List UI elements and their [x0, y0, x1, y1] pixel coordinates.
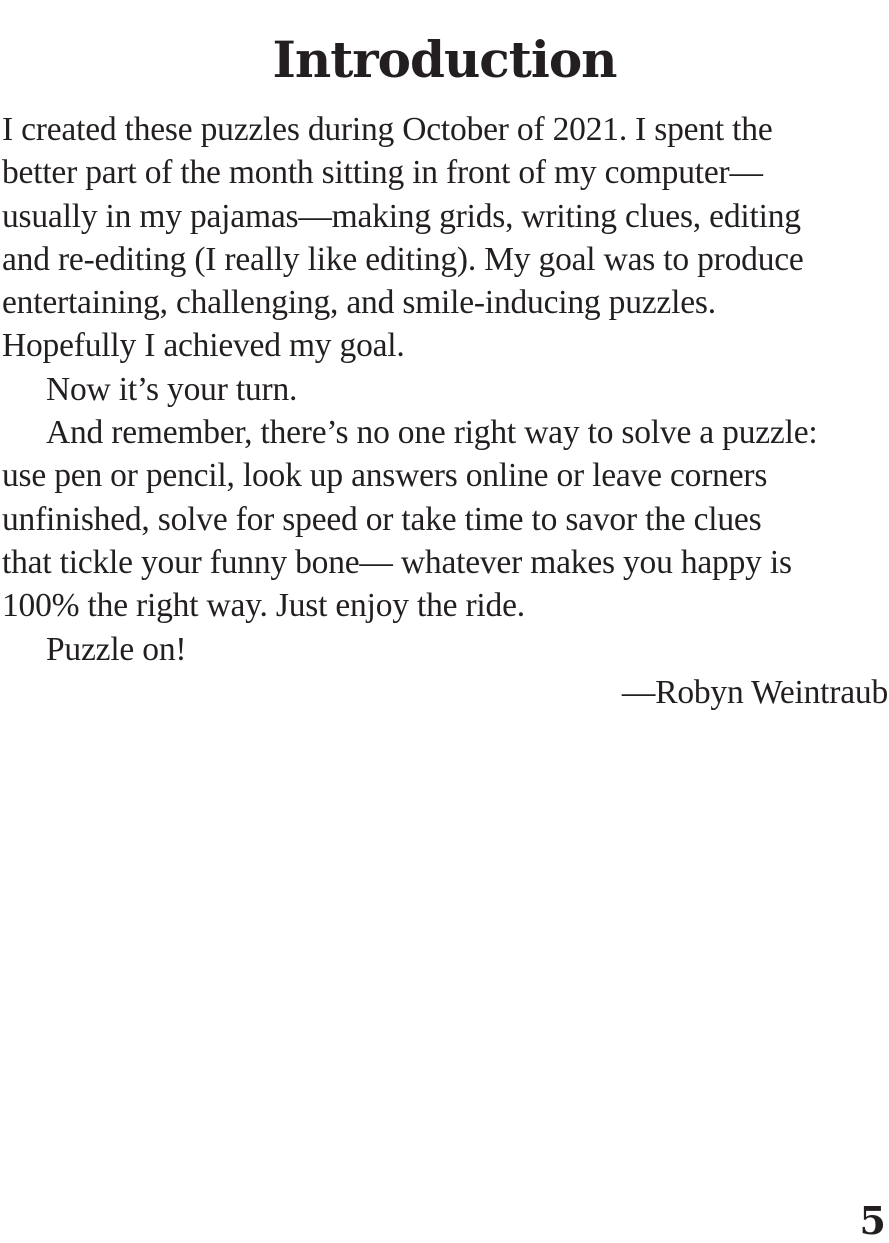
page-title: Introduction — [272, 29, 617, 89]
author-signature: —Robyn Weintraub — [621, 673, 888, 711]
page-number: 5 — [859, 1198, 886, 1243]
introduction-body — [2, 108, 888, 714]
paragraph-4: Puzzle on! — [46, 630, 187, 668]
paragraph-3-line-1: And remember, there’s no one right way to solve a puzzle: — [46, 414, 818, 452]
paragraph-1-line-2: better part of the month sitting in front of my computer— — [2, 154, 763, 192]
paragraph-1-line-6: Hopefully I achieved my goal. — [2, 327, 405, 365]
paragraph-2: Now it’s your turn. — [46, 370, 298, 408]
paragraph-3-line-3: unfinished, solve for speed or take time to savor the clues — [2, 500, 762, 538]
paragraph-1-line-4: and re-editing (I really like editing). My goal was to produce — [2, 240, 804, 278]
paragraph-1-line-1: I created these puzzles during October of 2021. I spent the — [2, 111, 773, 148]
paragraph-3-line-4: that tickle your funny bone— whatever makes you happy is — [2, 543, 792, 581]
paragraph-3-line-2: use pen or pencil, look up answers online or leave corners — [2, 457, 768, 495]
paragraph-1-line-5: entertaining, challenging, and smile-inducing puzzles. — [2, 284, 716, 322]
paragraph-1-line-3: usually in my pajamas—making grids, writing clues, editing — [2, 197, 801, 235]
paragraph-3-line-5: 100% the right way. Just enjoy the ride. — [2, 587, 525, 625]
